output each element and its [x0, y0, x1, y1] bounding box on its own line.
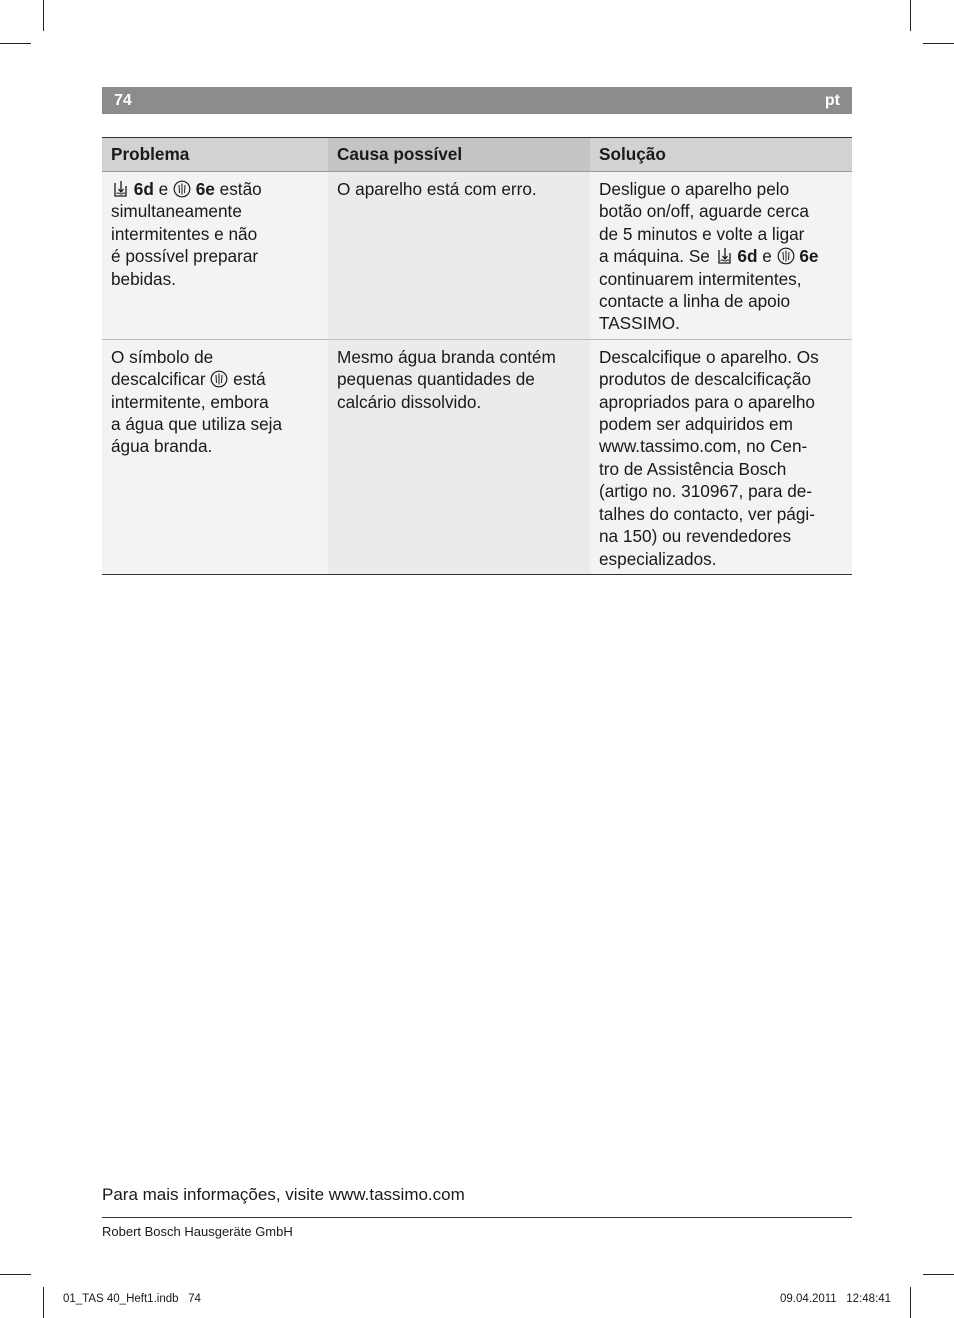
table-header-row — [102, 138, 852, 172]
text: a máquina. Se — [599, 246, 710, 267]
text: botão on/off, aguarde cerca — [599, 201, 809, 222]
text: e — [762, 246, 772, 267]
problem-cell — [102, 172, 328, 340]
error-code: 6e — [799, 246, 819, 267]
text: apropriados para o aparelho — [599, 391, 815, 412]
text: tro de Assistência Bosch — [599, 458, 787, 479]
text: podem ser adquiridos em — [599, 414, 793, 435]
error-code: 6e — [195, 179, 215, 199]
cause-cell — [328, 172, 590, 340]
text: calcário dissolvido. — [337, 391, 482, 412]
text: estão — [219, 179, 262, 199]
text: é possível preparar — [111, 246, 259, 267]
crop-mark — [43, 0, 44, 31]
text: de 5 minutos e volte a ligar — [599, 223, 805, 244]
descale-icon — [210, 370, 228, 388]
text: contacte a linha de apoio — [599, 291, 791, 312]
text: bebidas. — [111, 268, 176, 289]
solution-cell — [590, 339, 852, 574]
text: O símbolo de — [111, 346, 214, 367]
crop-mark — [43, 1287, 44, 1318]
error-code: 6d — [133, 179, 154, 199]
text: na 150) ou revendedores — [599, 526, 792, 547]
text: (artigo no. 310967, para de- — [599, 481, 813, 502]
text: intermitentes e não — [111, 223, 258, 244]
crop-mark — [923, 43, 954, 44]
text: continuarem intermitentes, — [599, 268, 802, 289]
print-slug-file — [63, 1293, 201, 1305]
water-tank-icon — [111, 180, 129, 198]
print-slug-datetime — [780, 1293, 891, 1305]
text: está — [233, 369, 266, 390]
text: simultaneamente — [111, 201, 242, 222]
column-header-problem: Problema — [102, 138, 328, 172]
problem-cell — [102, 339, 328, 574]
descale-icon — [777, 247, 795, 265]
text: descalcificar — [111, 369, 206, 390]
text: intermitente, embora — [111, 391, 269, 412]
text: talhes do contacto, ver pági- — [599, 503, 815, 524]
text: www.tassimo.com, no Cen- — [599, 436, 808, 457]
table-row — [102, 339, 852, 574]
slug-datetime-text: 09.04.2011 12:48:41 — [780, 1293, 892, 1305]
text: Desligue o aparelho pelo — [599, 179, 790, 199]
column-header-solution: Solução — [590, 138, 852, 172]
text: Mesmo água branda contém — [337, 346, 556, 367]
footer-divider — [102, 1217, 852, 1218]
text: especializados. — [599, 548, 717, 569]
page-number: 74 — [114, 91, 132, 109]
slug-file-text: 01_TAS 40_Heft1.indb 74 — [63, 1293, 201, 1305]
text: pequenas quantidades de — [337, 369, 535, 390]
text: Descalcifique o aparelho. Os — [599, 346, 819, 367]
crop-mark — [0, 43, 31, 44]
error-code: 6d — [737, 246, 758, 267]
page-header — [102, 87, 852, 114]
solution-cell — [590, 172, 852, 340]
crop-mark — [910, 0, 911, 31]
cause-cell — [328, 339, 590, 574]
water-tank-icon — [715, 247, 733, 265]
crop-mark — [910, 1287, 911, 1318]
text: água branda. — [111, 436, 213, 457]
crop-mark — [923, 1274, 954, 1275]
text: O aparelho está com erro. — [337, 179, 537, 199]
text: e — [158, 179, 169, 199]
footer-info: Para mais informações, visite www.tassimo.com — [102, 1185, 465, 1204]
text: produtos de descalcificação — [599, 369, 812, 390]
text: a água que utiliza seja — [111, 414, 283, 435]
language-code: pt — [824, 91, 840, 109]
crop-mark — [0, 1274, 31, 1275]
descale-icon — [173, 180, 191, 198]
text: TASSIMO. — [599, 313, 680, 334]
table-row — [102, 172, 852, 340]
column-header-cause: Causa possível — [328, 138, 590, 172]
troubleshooting-table — [102, 137, 852, 575]
footer-company: Robert Bosch Hausgeräte GmbH — [102, 1224, 293, 1239]
